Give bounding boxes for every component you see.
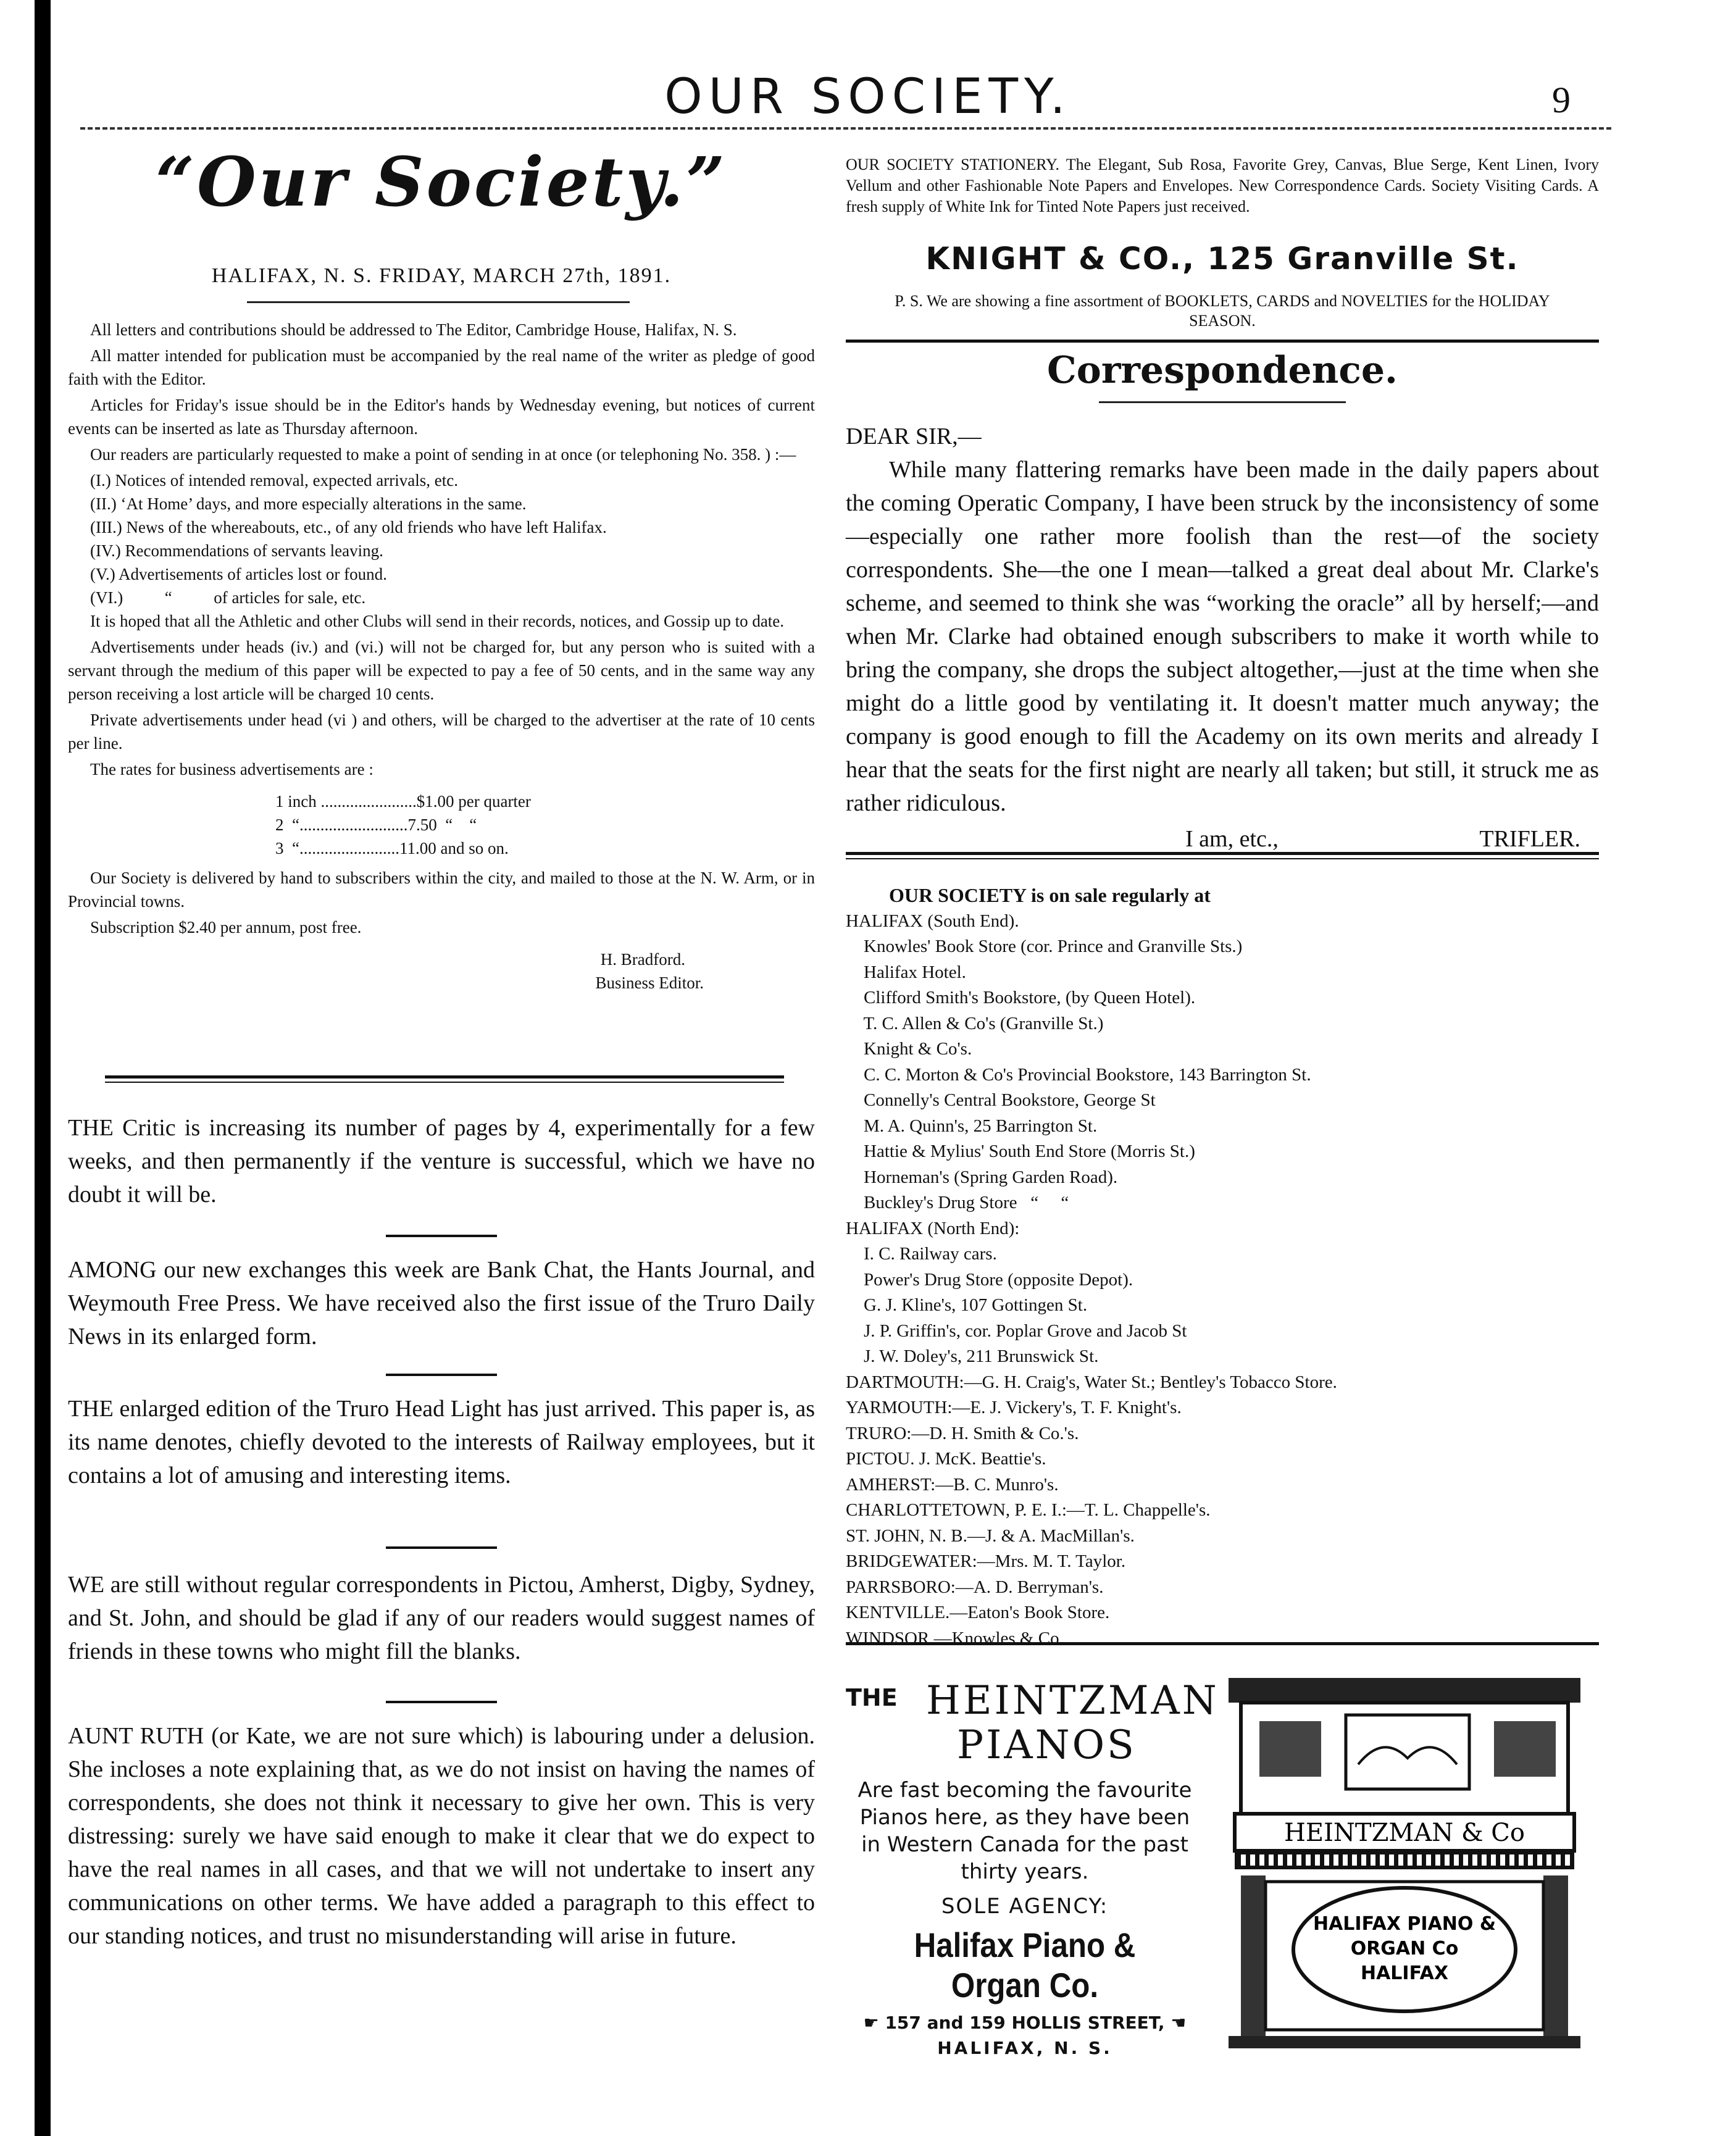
standing-notices: [68, 318, 815, 995]
piano-key: [1546, 1854, 1551, 1866]
ad-agency: SOLE AGENCY:: [941, 1894, 1109, 1919]
sale-location: HALIFAX (South End).: [846, 911, 1019, 931]
ad-address: [846, 2013, 1204, 2033]
piano-key: [1296, 1854, 1301, 1866]
letter-closing: I am, etc.,: [1185, 826, 1279, 852]
sale-location: I. C. Railway cars.: [846, 1244, 997, 1264]
sale-location: Clifford Smith's Bookstore, (by Queen Hotel).: [846, 988, 1196, 1008]
editorial-paragraph: WE are still without regular correspondents in Pictou, Amherst, Digby, Sydney, and St. John, and should be glad if any of our readers would suggest names of friends in these towns who might fill the blanks.: [68, 1572, 815, 1664]
delivery-notice: Our Society is delivered by hand to subscribers within the city, and mailed to those at the N. W. Arm, or in Provincial towns.: [68, 869, 815, 911]
piano-key: [1343, 1854, 1348, 1866]
piano-nameboard: HEINTZMAN & Co: [1284, 1819, 1525, 1847]
letter-body: While many flattering remarks have been made in the daily papers about the coming Operatic Company, I have been struck by the inconsistency of some —especially one rather more foolish than the rest—of the society correspondents. She—the one I mean—talked a great deal about Mr. Clarke's scheme, and seemed to think she was “working the oracle” all by herself;—and when Mr. Clarke had obtained enough subscribers to make it worth while to bring the company, she drops the subject altogether,—just at the time when she might do a little good by ventilating it. It doesn't matter much anyway; the company is good enough to fill the Academy on its own merits and already I hear that the seats for the first night are nearly all taken; but still, it struck me as rather ridiculous.: [846, 457, 1599, 816]
piano-key: [1519, 1854, 1524, 1866]
notice-paragraph: All matter intended for publication must be accompanied by the real name of the writer as pledge of good faith with the Editor.: [68, 346, 815, 388]
sale-location: PARRSBORO:—A. D. Berryman's.: [846, 1577, 1104, 1597]
ad-company: Halifax Piano & Organ Co.: [914, 1925, 1136, 2005]
notice-item: (II.) ‘At Home’ days, and more especially alterations in the same.: [90, 494, 527, 513]
sale-location: CHARLOTTETOWN, P. E. I.:—T. L. Chappelle's.: [846, 1500, 1211, 1520]
correspondence-title: Correspondence.: [1047, 349, 1398, 392]
editorial-paragraph: AUNT RUTH (or Kate, we are not sure which) is labouring under a delusion. She incloses a note explaining that, as we do not insist on having the names of correspondents, she does not think it necessary to give her own. This is very distressing: surely we have said enough to make it clear that we do expect to have the real names in all cases, and that we will not undertake to insert any communications on other terms. We have added a paragraph to this effect to our standing notices, and trust no misunderstanding will arise in future.: [68, 1723, 815, 1949]
sale-location: Halifax Hotel.: [846, 962, 966, 982]
sale-location: Knowles' Book Store (cor. Prince and Granville Sts.): [846, 937, 1243, 956]
notice-paragraph: All letters and contributions should be addressed to The Editor, Cambridge House, Halifax, N. S.: [90, 320, 737, 339]
signature-title: Business Editor.: [595, 974, 704, 992]
editorial-correspondents: [68, 1568, 815, 1668]
piano-key: [1278, 1854, 1283, 1866]
ad-brand: HEINTZMAN: [926, 1678, 1219, 1724]
short-rule: [386, 1374, 497, 1376]
piano-key: [1333, 1854, 1338, 1866]
piano-key: [1315, 1854, 1320, 1866]
short-rule: [386, 1546, 497, 1549]
pointing-hand-right-icon: ☚: [1164, 2013, 1187, 2033]
letter-signature: TRIFLER.: [1479, 826, 1580, 852]
rate-row: 2 “..........................7.50 “ “: [275, 816, 477, 834]
piano-key: [1491, 1854, 1496, 1866]
notice-item: (V.) Advertisements of articles lost or found.: [90, 565, 387, 583]
sale-location: ST. JOHN, N. B.—J. & A. MacMillan's.: [846, 1525, 1135, 1546]
letter: [846, 420, 1599, 857]
notice-item: (VI.) “ of articles for sale, etc.: [90, 588, 366, 607]
sale-location: C. C. Morton & Co's Provincial Bookstore, 143 Barrington St.: [846, 1064, 1311, 1085]
sale-location: Connelly's Central Bookstore, George St: [846, 1090, 1156, 1110]
notice-paragraph: Our readers are particularly requested to make a point of sending in at once (or telephoning No. 358. ) :—: [90, 445, 796, 464]
editorial-head-light: [68, 1392, 815, 1492]
piano-key: [1324, 1854, 1329, 1866]
piano-key: [1287, 1854, 1292, 1866]
piano-illustration: [1216, 1672, 1593, 2055]
medallion-line-1: HALIFAX PIANO &: [1312, 1913, 1496, 1935]
sale-list: [846, 909, 1599, 1652]
piano-key: [1537, 1854, 1542, 1866]
sale-location: PICTOU. J. McK. Beattie's.: [846, 1449, 1046, 1469]
masthead: “Our Society.”: [155, 142, 728, 222]
stationery-ad: OUR SOCIETY STATIONERY. The Elegant, Sub Rosa, Favorite Grey, Canvas, Blue Serge, Kent Linen, Ivory Vellum and other Fashionable Note Papers and Envelopes. New Correspondence Cards. Society Visiting Cards. A fresh supply of White Ink for Tinted Note Papers just received.: [846, 156, 1599, 215]
piano-key: [1398, 1854, 1403, 1866]
header-rule: [80, 127, 1611, 130]
piano-key: [1556, 1854, 1561, 1866]
knight-ad-title: KNIGHT & CO., 125 Granville St.: [925, 241, 1519, 277]
piano-key: [1426, 1854, 1431, 1866]
sale-location: Buckley's Drug Store “ “: [846, 1193, 1069, 1212]
editorial-paragraph: THE enlarged edition of the Truro Head Light has just arrived. This paper is, as its name denotes, chiefly devoted to the interests of Railway employees, but it contains a lot of amusing and interesting items.: [68, 1396, 815, 1488]
rates-table: [90, 790, 815, 860]
ad-pianos: PIANOS: [957, 1722, 1137, 1768]
piano-key: [1408, 1854, 1413, 1866]
ad-the: THE: [846, 1684, 898, 1711]
section-rule: [846, 852, 1599, 855]
piano-key: [1380, 1854, 1385, 1866]
sale-location: WINDSOR.—Knowles & Co.: [846, 1628, 1064, 1648]
knight-ad-ps: P. S. We are showing a fine assortment of BOOKLETS, CARDS and NOVELTIES for the HOLIDAY SEASON.: [895, 292, 1550, 330]
sale-location: T. C. Allen & Co's (Granville St.): [846, 1013, 1104, 1033]
sale-location: YARMOUTH:—E. J. Vickery's, T. F. Knight's.: [846, 1398, 1182, 1417]
sale-location: DARTMOUTH:—G. H. Craig's, Water St.; Bentley's Tobacco Store.: [846, 1372, 1337, 1392]
letter-salutation: DEAR SIR,—: [846, 423, 982, 449]
sale-location: J. W. Doley's, 211 Brunswick St.: [846, 1346, 1099, 1366]
sale-location: Hattie & Mylius' South End Store (Morris St.): [846, 1141, 1195, 1161]
sale-location: M. A. Quinn's, 25 Barrington St.: [846, 1116, 1098, 1136]
medallion-line-2: ORGAN Co: [1350, 1938, 1459, 1959]
scan-edge-bar: [35, 0, 51, 2136]
running-title: OUR SOCIETY.: [664, 69, 1072, 125]
piano-key: [1361, 1854, 1366, 1866]
sale-location: TRURO:—D. H. Smith & Co.'s.: [846, 1423, 1079, 1443]
heintzman-advertisement: [846, 1672, 1599, 2058]
piano-key: [1482, 1854, 1487, 1866]
ad-address-text: 157 and 159 HOLLIS STREET,: [885, 2013, 1165, 2033]
piano-key: [1565, 1854, 1570, 1866]
rate-row: 1 inch .......................$1.00 per quarter: [275, 792, 531, 811]
sale-location: HALIFAX (North End):: [846, 1218, 1020, 1238]
sale-location: AMHERST:—B. C. Munro's.: [846, 1474, 1059, 1495]
notice-paragraph: Private advertisements under head (vi ) and others, will be charged to the advertiser at the rate of 10 cents per line.: [68, 711, 815, 753]
sale-location: G. J. Kline's, 107 Gottingen St.: [846, 1295, 1088, 1315]
rate-row: 3 “........................11.00 and so on.: [275, 839, 509, 857]
short-rule: [386, 1235, 497, 1237]
notice-paragraph: Articles for Friday's issue should be in the Editor's hands by Wednesday evening, but notices of current events can be inserted as late as Thursday afternoon.: [68, 396, 815, 438]
sale-location: Power's Drug Store (opposite Depot).: [846, 1269, 1133, 1290]
piano-key: [1250, 1854, 1255, 1866]
pointing-hand-left-icon: ☛: [863, 2013, 885, 2033]
piano-key: [1528, 1854, 1533, 1866]
sale-location: J. P. Griffin's, cor. Poplar Grove and Jacob St: [846, 1320, 1187, 1341]
piano-key: [1509, 1854, 1514, 1866]
piano-key: [1445, 1854, 1450, 1866]
title-rule: [1099, 401, 1346, 403]
piano-key: [1389, 1854, 1394, 1866]
notice-item: (IV.) Recommendations of servants leaving.: [90, 541, 383, 560]
notice-paragraph: Advertisements under heads (iv.) and (vi.) will not be charged for, but any person who is suited with a servant through the medium of this paper will be expected to pay a fee of 50 cents, and in the same way any person receiving a lost article will be charged 10 cents.: [68, 638, 815, 703]
piano-key: [1417, 1854, 1422, 1866]
section-rule: [846, 340, 1599, 343]
piano-key: [1500, 1854, 1505, 1866]
dateline: HALIFAX, N. S. FRIDAY, MARCH 27th, 1891.: [211, 264, 672, 287]
editorial-critic: [68, 1111, 815, 1211]
notice-item: (I.) Notices of intended removal, expected arrivals, etc.: [90, 471, 458, 490]
section-rule-thin: [846, 858, 1599, 859]
page-number: 9: [1552, 80, 1571, 120]
piano-key: [1463, 1854, 1468, 1866]
notice-paragraph: It is hoped that all the Athletic and other Clubs will send in their records, notices, and Gossip up to date.: [90, 612, 785, 630]
sale-location: Knight & Co's.: [846, 1039, 972, 1059]
piano-key: [1259, 1854, 1264, 1866]
piano-key: [1241, 1854, 1246, 1866]
piano-key: [1454, 1854, 1459, 1866]
piano-key: [1472, 1854, 1477, 1866]
sale-locations: [846, 883, 1599, 1651]
section-rule: [105, 1075, 784, 1078]
notice-paragraph: The rates for business advertisements are :: [90, 760, 373, 778]
piano-key: [1371, 1854, 1375, 1866]
notice-item: (III.) News of the whereabouts, etc., of any old friends who have left Halifax.: [90, 518, 607, 536]
editorial-paragraph: AMONG our new exchanges this week are Bank Chat, the Hants Journal, and Weymouth Free Press. We have received also the first issue of the Truro Daily News in its enlarged form.: [68, 1257, 815, 1350]
sale-location: BRIDGEWATER:—Mrs. M. T. Taylor.: [846, 1551, 1126, 1571]
piano-key: [1435, 1854, 1440, 1866]
subscription-notice: Subscription $2.40 per annum, post free.: [90, 918, 362, 937]
sale-location: KENTVILLE.—Eaton's Book Store.: [846, 1603, 1110, 1622]
short-rule: [386, 1701, 497, 1703]
editorial-paragraph: THE Critic is increasing its number of pages by 4, experimentally for a few weeks, and then permanently if the venture is successful, which we have no doubt it will be.: [68, 1115, 815, 1208]
piano-key: [1352, 1854, 1357, 1866]
section-rule-thin: [105, 1082, 784, 1083]
ad-body: Are fast becoming the favourite Pianos here, as they have been in Western Canada for the past thirty years.: [858, 1778, 1192, 1884]
signature-name: H. Bradford.: [600, 950, 685, 969]
editorial-exchanges: [68, 1253, 815, 1353]
dateline-rule: [247, 301, 630, 303]
editorial-aunt-ruth: [68, 1719, 815, 1953]
ad-city: HALIFAX, N. S.: [937, 2038, 1112, 2058]
piano-key: [1306, 1854, 1311, 1866]
medallion-line-3: HALIFAX: [1360, 1963, 1449, 1984]
section-rule: [846, 1642, 1599, 1645]
sale-heading: OUR SOCIETY is on sale regularly at: [889, 884, 1211, 906]
ad-text-block: [846, 1678, 1219, 2058]
piano-key: [1269, 1854, 1274, 1866]
sale-location: Horneman's (Spring Garden Road).: [846, 1167, 1118, 1187]
